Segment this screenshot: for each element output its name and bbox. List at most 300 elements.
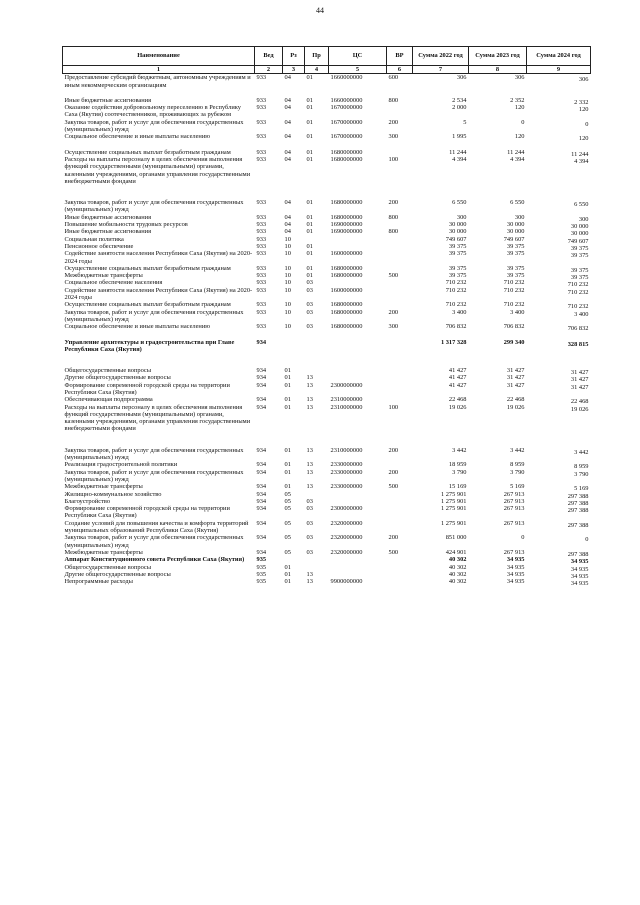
row-ved-cell: 933	[256, 213, 267, 221]
row-rz-cell	[283, 339, 305, 368]
row-name-cell: Управление архитектуры и градостроительства при Главе Республики Саха (Якутия)	[64, 338, 235, 353]
row-name-cell: Закупка товаров, работ и услуг для обеспечения государственных (муниципальных) нужд	[64, 118, 244, 134]
row-vr-cell	[387, 301, 413, 308]
row-sum-2023-cell: 19 026	[506, 403, 525, 411]
row-sum-2022-cell: 1 317 328	[440, 338, 467, 346]
row-rz-cell: 01	[284, 461, 291, 469]
row-sum-2022-cell: 424 901	[445, 548, 467, 556]
table-row	[63, 97, 591, 104]
row-vr-cell	[387, 578, 413, 585]
row-ved-cell: 934	[256, 374, 267, 382]
row-vr-cell	[387, 382, 413, 397]
row-name-cell: Осуществление социальных выплат безработным гражданам	[64, 264, 231, 272]
row-sum-2024-cell: 8 959	[574, 463, 589, 471]
table-row	[63, 301, 591, 308]
row-vr-cell	[387, 287, 413, 302]
table-header-row	[63, 47, 591, 66]
table-row	[63, 199, 591, 214]
row-sum-2024-cell: 34 935	[570, 580, 589, 588]
column-number: 9	[527, 66, 591, 74]
row-sum-2022-cell: 41 427	[448, 381, 467, 389]
row-ved-cell: 934	[256, 446, 267, 454]
row-name-cell: Расходы на выплаты персоналу в целях обеспечения выполнения функций государственными (муниципальными) органами, казенными учреждениями, органами управления государственными внебюджетными фондами	[64, 155, 251, 185]
row-sum-2024-cell: 30 000	[570, 223, 589, 231]
row-pr-cell: 01	[306, 221, 313, 229]
row-vr-cell: 300	[388, 133, 399, 141]
row-name-cell: Оказание содействия добровольному переселению в Республику Саха (Якутия) соотечественников, проживающих за рубежом	[64, 104, 241, 119]
table-row	[63, 520, 591, 535]
row-pr-cell: 13	[306, 381, 313, 389]
row-vr-cell	[387, 520, 413, 535]
row-rz-cell: 04	[284, 148, 291, 156]
row-ved-cell: 933	[256, 221, 267, 229]
row-name-cell: Межбюджетные трансферты	[64, 483, 143, 491]
row-vr-cell	[387, 571, 413, 578]
row-sum-2023-cell: 267 913	[503, 548, 525, 556]
row-pr-cell: 01	[306, 264, 313, 272]
row-rz-cell: 10	[284, 286, 291, 294]
table-row	[63, 133, 591, 148]
row-sum-2022-cell: 1 995	[452, 133, 467, 141]
row-sum-2024-cell: 297 388	[567, 507, 589, 515]
table-row	[63, 265, 591, 272]
row-cs-cell	[329, 571, 387, 578]
row-name-cell: Социальное обеспечение населения	[64, 279, 163, 287]
row-cs-cell: 1690000000	[330, 228, 363, 236]
row-rz-cell: 10	[284, 323, 291, 331]
row-pr-cell: 01	[306, 228, 313, 236]
row-sum-2024-cell: 749 607	[567, 237, 589, 245]
table-row	[63, 287, 591, 302]
row-vr-cell	[387, 236, 413, 243]
table-row	[63, 367, 591, 374]
budget-table	[62, 46, 591, 588]
row-pr-cell: 03	[306, 286, 313, 294]
row-ved-cell: 935	[256, 570, 267, 578]
row-sum-2023-cell: 267 913	[503, 497, 525, 505]
table-row	[63, 279, 591, 286]
row-sum-2024-cell: 31 427	[570, 376, 589, 384]
row-vr-cell: 500	[388, 548, 399, 556]
row-name-cell: Закупка товаров, работ и услуг для обеспечения государственных (муниципальных) нужд	[64, 199, 244, 214]
row-vr-cell: 800	[388, 213, 399, 221]
row-pr-cell: 13	[306, 570, 313, 578]
row-name-cell: Межбюджетные трансферты	[64, 272, 143, 280]
row-sum-2023-cell: 0	[521, 534, 525, 542]
row-sum-2024-cell: 0	[585, 536, 589, 544]
row-vr-cell: 300	[388, 323, 399, 331]
row-ved-cell: 933	[256, 264, 267, 272]
row-sum-2022-cell: 40 302	[448, 570, 467, 578]
row-vr-cell: 500	[388, 272, 399, 280]
row-sum-2023-cell: 267 913	[503, 519, 525, 527]
row-name-cell: Другие общегосударственные вопросы	[64, 570, 171, 578]
column-number: 5	[329, 66, 387, 74]
table-row	[63, 491, 591, 498]
row-sum-2022-cell: 30 000	[448, 221, 467, 229]
row-rz-cell: 04	[284, 118, 291, 126]
row-pr-cell: 13	[306, 403, 313, 411]
row-sum-2022-cell: 15 169	[448, 483, 467, 491]
row-ved-cell: 933	[256, 279, 267, 287]
row-rz-cell: 04	[284, 228, 291, 236]
row-sum-2023-cell: 2 352	[510, 96, 525, 104]
row-sum-2024-cell: 39 375	[570, 274, 589, 282]
row-sum-2022-cell: 706 832	[445, 323, 467, 331]
row-ved-cell: 933	[256, 286, 267, 294]
row-sum-2023-cell: 22 468	[506, 396, 525, 404]
row-name-cell: Расходы на выплаты персоналу в целях обеспечения выполнения функций государственными (муниципальными) органами, казенными учреждениями, органами управления государственными внебюджетными фондами	[64, 403, 251, 433]
row-sum-2023-cell: 267 913	[503, 490, 525, 498]
row-pr-cell: 01	[306, 104, 313, 112]
row-rz-cell: 01	[284, 367, 291, 375]
row-vr-cell: 100	[388, 155, 399, 163]
row-name-cell: Обеспечивающая подпрограмма	[64, 396, 153, 404]
row-name-cell: Социальная политика	[64, 235, 124, 243]
row-ved-cell: 935	[256, 563, 267, 571]
row-sum-2024-cell: 31 427	[570, 369, 589, 377]
row-vr-cell	[387, 491, 413, 498]
row-rz-cell: 05	[284, 548, 291, 556]
row-rz-cell: 10	[284, 301, 291, 309]
row-ved-cell: 933	[256, 148, 267, 156]
row-name-cell: Формирование современной городской среды на территории Республики Саха (Якутия)	[64, 381, 230, 396]
row-cs-cell: 1660000000	[330, 74, 363, 82]
row-sum-2024-cell: 39 375	[570, 244, 589, 252]
row-ved-cell: 934	[256, 367, 267, 375]
row-sum-2024-cell: 0	[585, 120, 589, 128]
row-ved-cell: 933	[256, 104, 267, 112]
table-row	[63, 104, 591, 119]
row-rz-cell: 04	[284, 213, 291, 221]
table-row	[63, 505, 591, 520]
row-sum-2024-cell: 306	[578, 76, 589, 84]
table-row	[63, 534, 591, 549]
row-sum-2024-cell: 3 400	[574, 310, 589, 318]
row-vr-cell	[387, 104, 413, 119]
row-sum-2023-cell: 120	[514, 133, 525, 141]
row-pr-cell: 01	[306, 148, 313, 156]
row-sum-2023-cell: 710 232	[503, 301, 525, 309]
row-name-cell: Закупка товаров, работ и услуг для обеспечения государственных (муниципальных) нужд	[64, 446, 244, 462]
row-pr-cell: 01	[306, 155, 313, 163]
row-sum-2022-cell: 1 275 901	[440, 505, 467, 513]
column-header-pr: Пр	[305, 47, 329, 66]
row-sum-2022-cell: 39 375	[448, 242, 467, 250]
row-name-cell: Межбюджетные трансферты	[64, 548, 143, 556]
row-name-cell: Формирование современной городской среды на территории Республики Саха (Якутия)	[64, 505, 230, 520]
row-cs-cell	[329, 339, 387, 368]
row-pr-cell: 13	[306, 578, 313, 586]
column-number: 1	[63, 66, 255, 74]
row-sum-2024-cell: 328 815	[567, 340, 589, 348]
row-ved-cell: 934	[256, 497, 267, 505]
row-sum-2024-cell: 11 244	[571, 150, 589, 158]
column-number: 2	[255, 66, 283, 74]
row-ved-cell: 933	[256, 242, 267, 250]
row-pr-cell: 03	[306, 301, 313, 309]
table-row	[63, 447, 591, 462]
row-cs-cell	[329, 243, 387, 250]
row-pr-cell: 13	[306, 396, 313, 404]
row-cs-cell: 2300000000	[330, 381, 363, 389]
row-ved-cell: 934	[256, 461, 267, 469]
row-vr-cell	[387, 505, 413, 520]
column-number: 6	[387, 66, 413, 74]
row-sum-2024-cell: 34 935	[570, 572, 589, 580]
table-row	[63, 382, 591, 397]
row-pr-cell: 03	[306, 308, 313, 316]
row-rz-cell: 05	[284, 490, 291, 498]
row-sum-2022-cell: 41 427	[448, 374, 467, 382]
row-rz-cell: 10	[284, 279, 291, 287]
row-cs-cell: 2320000000	[330, 534, 363, 542]
row-sum-2022-cell: 39 375	[448, 272, 467, 280]
row-ved-cell: 934	[256, 534, 267, 542]
row-sum-2024-cell: 706 832	[567, 325, 589, 333]
row-name-cell: Осуществление социальных выплат безработным гражданам	[64, 148, 231, 156]
row-pr-cell: 01	[306, 118, 313, 126]
column-header-cs: ЦС	[329, 47, 387, 66]
row-sum-2022-cell: 22 468	[448, 396, 467, 404]
row-cs-cell: 1670000000	[330, 104, 363, 112]
row-cs-cell	[329, 556, 387, 563]
row-vr-cell: 200	[388, 446, 399, 454]
row-sum-2024-cell: 297 388	[567, 499, 589, 507]
row-rz-cell: 10	[284, 242, 291, 250]
row-name-cell: Закупка товаров, работ и услуг для обеспечения государственных (муниципальных) нужд	[64, 308, 244, 323]
row-pr-cell: 01	[306, 74, 313, 82]
row-name-cell: Пенсионное обеспечение	[64, 242, 134, 250]
table-row	[63, 404, 591, 447]
row-sum-2023-cell: 11 244	[507, 148, 525, 156]
row-sum-2024-cell: 3 790	[574, 470, 589, 478]
row-cs-cell: 1660000000	[330, 96, 363, 104]
row-cs-cell	[329, 498, 387, 505]
table-row	[63, 396, 591, 403]
table-row	[63, 250, 591, 265]
row-sum-2022-cell: 5	[463, 118, 467, 126]
row-rz-cell: 01	[284, 374, 291, 382]
row-sum-2023-cell: 31 427	[506, 381, 525, 389]
row-cs-cell: 1670000000	[330, 118, 363, 126]
table-row	[63, 221, 591, 228]
column-header-ved: Вед	[255, 47, 283, 66]
row-pr-cell: 13	[306, 446, 313, 454]
row-sum-2024-cell: 5 169	[574, 485, 589, 493]
row-sum-2024-cell: 4 394	[574, 157, 589, 165]
row-ved-cell: 934	[256, 396, 267, 404]
column-number: 3	[283, 66, 305, 74]
row-sum-2023-cell: 34 935	[506, 556, 525, 564]
row-sum-2022-cell: 39 375	[448, 264, 467, 272]
row-vr-cell	[387, 564, 413, 571]
table-row	[63, 461, 591, 468]
row-sum-2024-cell: 34 935	[570, 558, 589, 566]
row-cs-cell: 9900000000	[330, 578, 363, 586]
table-row	[63, 339, 591, 368]
row-rz-cell: 04	[284, 104, 291, 112]
row-name-cell: Осуществление социальных выплат безработным гражданам	[64, 301, 231, 309]
row-rz-cell: 04	[284, 155, 291, 163]
row-vr-cell	[387, 374, 413, 381]
row-name-cell: Аппарат Конституционного совета Республики Саха (Якутия)	[64, 556, 245, 564]
row-ved-cell: 933	[256, 96, 267, 104]
row-name-cell: Иные бюджетные ассигнования	[64, 96, 152, 104]
table-row	[63, 483, 591, 490]
row-rz-cell: 01	[284, 403, 291, 411]
row-sum-2024-cell: 3 442	[574, 448, 589, 456]
row-sum-2022-cell: 306	[456, 74, 467, 82]
row-ved-cell: 933	[256, 250, 267, 258]
column-number: 7	[413, 66, 469, 74]
row-vr-cell	[387, 396, 413, 403]
row-vr-cell: 200	[388, 308, 399, 316]
row-sum-2022-cell: 1 275 901	[440, 490, 467, 498]
row-sum-2022-cell: 19 026	[448, 403, 467, 411]
row-sum-2024-cell: 22 468	[570, 398, 589, 406]
row-sum-2023-cell: 710 232	[503, 279, 525, 287]
row-cs-cell: 2310000000	[330, 396, 363, 404]
page-number: 44	[316, 6, 324, 15]
row-ved-cell: 934	[256, 468, 267, 476]
row-vr-cell: 800	[388, 96, 399, 104]
row-sum-2023-cell: 4 394	[510, 155, 525, 163]
row-rz-cell: 05	[284, 534, 291, 542]
row-rz-cell: 10	[284, 235, 291, 243]
row-sum-2024-cell: 297 388	[567, 492, 589, 500]
row-pr-cell: 01	[306, 96, 313, 104]
row-ved-cell: 933	[256, 228, 267, 236]
row-rz-cell: 05	[284, 519, 291, 527]
row-rz-cell: 04	[284, 74, 291, 82]
row-sum-2023-cell: 710 232	[503, 286, 525, 294]
row-sum-2024-cell: 297 388	[567, 521, 589, 529]
row-ved-cell: 933	[256, 308, 267, 316]
row-pr-cell: 01	[306, 242, 313, 250]
row-rz-cell: 10	[284, 308, 291, 316]
row-ved-cell: 934	[256, 483, 267, 491]
row-cs-cell: 2320000000	[330, 548, 363, 556]
row-name-cell: Социальное обеспечение и иные выплаты населению	[64, 133, 211, 141]
row-pr-cell: 01	[306, 213, 313, 221]
row-cs-cell	[329, 279, 387, 286]
row-name-cell: Социальное обеспечение и иные выплаты населению	[64, 323, 211, 331]
row-name-cell: Содействие занятости населения Республики Саха (Якутия) на 2020-2024 годы	[64, 286, 253, 302]
row-vr-cell: 200	[388, 118, 399, 126]
row-cs-cell: 1600000000	[330, 250, 363, 258]
row-rz-cell	[283, 556, 305, 563]
row-pr-cell: 03	[306, 279, 313, 287]
row-name-cell: Предоставление субсидий бюджетным, автономным учреждениям и иным некоммерческим организациям	[64, 74, 251, 89]
row-sum-2023-cell: 3 442	[510, 446, 525, 454]
row-rz-cell: 01	[284, 570, 291, 578]
row-vr-cell: 100	[388, 403, 399, 411]
row-sum-2023-cell: 3 400	[510, 308, 525, 316]
row-pr-cell	[305, 339, 329, 368]
row-sum-2023-cell: 5 169	[510, 483, 525, 491]
row-vr-cell: 600	[388, 74, 399, 82]
row-sum-2022-cell: 1 275 901	[440, 497, 467, 505]
row-ved-cell: 933	[256, 199, 267, 207]
table-row	[63, 243, 591, 250]
row-sum-2022-cell: 710 232	[445, 279, 467, 287]
table-row	[63, 374, 591, 381]
row-pr-cell: 13	[306, 461, 313, 469]
row-cs-cell	[329, 367, 387, 374]
row-name-cell: Общегосударственные вопросы	[64, 367, 152, 375]
row-sum-2022-cell: 40 302	[448, 578, 467, 586]
row-rz-cell: 04	[284, 96, 291, 104]
row-sum-2023-cell: 300	[514, 213, 525, 221]
row-cs-cell	[329, 491, 387, 498]
row-rz-cell: 01	[284, 563, 291, 571]
row-pr-cell: 01	[306, 199, 313, 207]
row-sum-2023-cell: 6 550	[510, 199, 525, 207]
row-rz-cell: 04	[284, 221, 291, 229]
row-sum-2024-cell: 710 232	[567, 303, 589, 311]
row-vr-cell	[387, 367, 413, 374]
row-ved-cell: 933	[256, 272, 267, 280]
row-cs-cell: 1690000000	[330, 221, 363, 229]
row-sum-2022-cell: 851 000	[445, 534, 467, 542]
row-sum-2022-cell: 6 550	[452, 199, 467, 207]
row-pr-cell: 03	[306, 505, 313, 513]
row-vr-cell: 800	[388, 228, 399, 236]
table-row	[63, 214, 591, 221]
row-rz-cell: 05	[284, 497, 291, 505]
row-ved-cell: 934	[256, 403, 267, 411]
row-ved-cell: 933	[256, 301, 267, 309]
table-body	[63, 74, 591, 586]
row-sum-2024-cell: 120	[578, 106, 589, 114]
row-sum-2023-cell: 706 832	[503, 323, 525, 331]
row-cs-cell	[329, 374, 387, 381]
row-pr-cell	[305, 564, 329, 571]
row-vr-cell	[387, 279, 413, 286]
row-sum-2024-cell: 19 026	[570, 405, 589, 413]
row-sum-2024-cell: 710 232	[567, 281, 589, 289]
row-name-cell: Закупка товаров, работ и услуг для обеспечения государственных (муниципальных) нужд	[64, 468, 244, 483]
row-name-cell: Повышение мобильности трудовых ресурсов	[64, 221, 188, 229]
row-name-cell: Закупка товаров, работ и услуг для обеспечения государственных (муниципальных) нужд	[64, 534, 244, 549]
row-cs-cell: 2300000000	[330, 505, 363, 513]
row-vr-cell	[387, 149, 413, 156]
row-cs-cell: 2330000000	[330, 483, 363, 491]
row-sum-2024-cell: 6 550	[574, 201, 589, 209]
row-cs-cell: 2330000000	[330, 461, 363, 469]
row-vr-cell	[387, 265, 413, 272]
table-row	[63, 74, 591, 97]
table-row	[63, 571, 591, 578]
table-row	[63, 578, 591, 585]
row-ved-cell: 934	[256, 505, 267, 513]
row-rz-cell: 01	[284, 468, 291, 476]
row-cs-cell: 2320000000	[330, 519, 363, 527]
row-rz-cell: 01	[284, 578, 291, 586]
table-row	[63, 498, 591, 505]
row-sum-2022-cell: 11 244	[449, 148, 467, 156]
row-cs-cell	[329, 236, 387, 243]
row-sum-2024-cell: 120	[578, 135, 589, 143]
row-pr-cell: 03	[306, 497, 313, 505]
row-sum-2022-cell: 749 607	[445, 235, 467, 243]
row-pr-cell: 03	[306, 519, 313, 527]
row-cs-cell: 2310000000	[330, 446, 363, 454]
row-sum-2023-cell: 306	[514, 74, 525, 82]
table-row	[63, 156, 591, 199]
row-ved-cell: 935	[256, 556, 267, 564]
